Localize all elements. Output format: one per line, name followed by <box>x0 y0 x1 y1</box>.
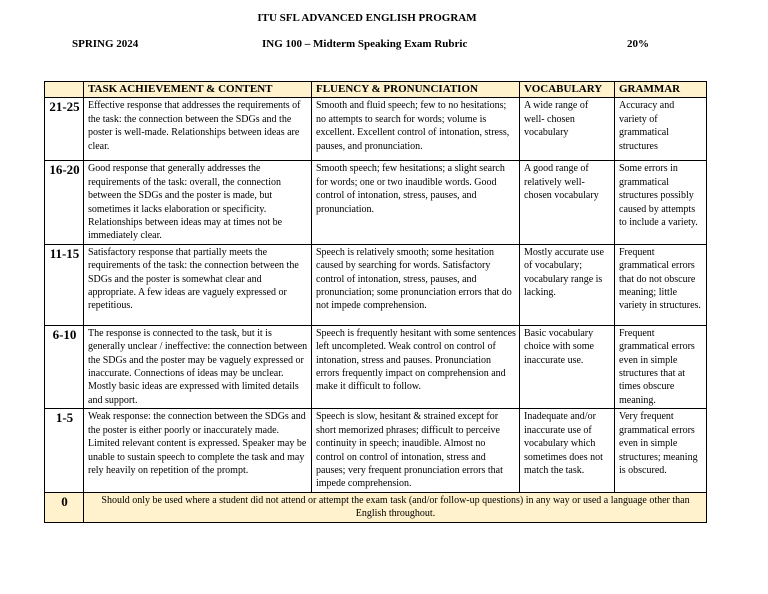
fluency-cell: Speech is slow, hesitant & strained except for short memorized phrases; difficult to perceive continuity in speech; inaudible. Almost no control on control of intonation, stress and pauses; very frequent pronunciation errors that impede comprehension. <box>312 409 520 492</box>
task-cell: Satisfactory response that partially meets the requirements of the task: the connection between the SDGs and the poster is somewhat clear and appropriate. A few ideas are vaguely expressed or repetitious. <box>84 244 312 325</box>
table-header-row <box>45 82 707 98</box>
fluency-column-header: FLUENCY & PRONUNCIATION <box>312 82 520 98</box>
fluency-cell: Speech is relatively smooth; some hesitation caused by searching for words. Satisfactory control of intonation, stress, pauses, and pronunciation; some pronunciation errors that do not impede comprehension. <box>312 244 520 325</box>
score-band: 16-20 <box>45 161 84 244</box>
grammar-cell: Accuracy and variety of grammatical structures <box>615 98 707 161</box>
task-cell: The response is connected to the task, but it is generally unclear / ineffective: the connection between the SDGs and the poster may be vaguely expressed or inaccurate. Connections of ideas may be unclear. Mostly basic ideas are expressed with limited details and support. <box>84 325 312 408</box>
fluency-cell: Speech is frequently hesitant with some sentences left uncompleted. Weak control on control of intonation, stress and pauses. Pronunciation errors frequently impact on comprehension and make it difficult to follow. <box>312 325 520 408</box>
zero-score-note: Should only be used where a student did not attend or attempt the exam task (and/or follow-up questions) in any way or used a language other than English throughout. <box>84 492 707 522</box>
rubric-title: ING 100 – Midterm Speaking Exam Rubric <box>262 38 468 50</box>
fluency-cell: Smooth and fluid speech; few to no hesitations; no attempts to search for words; volume is excellent. Excellent control of intonation, stress, pauses, and pronunciation. <box>312 98 520 161</box>
vocabulary-cell: Basic vocabulary choice with some inaccurate use. <box>520 325 615 408</box>
table-row <box>45 161 707 244</box>
task-cell: Good response that generally addresses the requirements of the task: overall, the connection between the SDGs and the poster is made, but sometimes it lacks elaboration or specificity. Relationships between ideas may at times not be immediately clear. <box>84 161 312 244</box>
task-cell: Effective response that addresses the requirements of the task: the connection between the SDGs and the poster is well-made. Relationships between ideas are clear. <box>84 98 312 161</box>
grammar-cell: Very frequent grammatical errors even in simple structures; meaning is obscured. <box>615 409 707 492</box>
task-cell: Weak response: the connection between the SDGs and the poster is either poorly or inaccurately made. Limited relevant content is expressed. Speaker may be unable to sustain speech to complete the task and may rely heavily on repetition of the prompt. <box>84 409 312 492</box>
score-band: 21-25 <box>45 98 84 161</box>
weight-label: 20% <box>627 38 649 50</box>
semester-label: SPRING 2024 <box>72 38 139 50</box>
task-column-header: TASK ACHIEVEMENT & CONTENT <box>84 82 312 98</box>
grammar-column-header: GRAMMAR <box>615 82 707 98</box>
table-row <box>45 244 707 325</box>
zero-score-row <box>45 492 707 522</box>
grammar-cell: Frequent grammatical errors that do not obscure meaning; little variety in structures. <box>615 244 707 325</box>
vocabulary-cell: A wide range of well- chosen vocabulary <box>520 98 615 161</box>
score-band: 6-10 <box>45 325 84 408</box>
vocabulary-cell: Inadequate and/or inaccurate use of vocabulary which sometimes does not match the task. <box>520 409 615 492</box>
vocabulary-cell: A good range of relatively well-chosen vocabulary <box>520 161 615 244</box>
fluency-cell: Smooth speech; few hesitations; a slight search for words; one or two inaudible words. Good control of intonation, stress, pauses, and pronunciation. <box>312 161 520 244</box>
grammar-cell: Some errors in grammatical structures possibly caused by attempts to include a variety. <box>615 161 707 244</box>
vocabulary-column-header: VOCABULARY <box>520 82 615 98</box>
table-row <box>45 98 707 161</box>
score-band: 11-15 <box>45 244 84 325</box>
vocabulary-cell: Mostly accurate use of vocabulary; vocabulary range is lacking. <box>520 244 615 325</box>
score-band: 1-5 <box>45 409 84 492</box>
program-title: ITU SFL ADVANCED ENGLISH PROGRAM <box>257 12 477 24</box>
table-row <box>45 325 707 408</box>
score-column-header <box>45 82 84 98</box>
table-row <box>45 409 707 492</box>
score-band: 0 <box>45 492 84 522</box>
rubric-table <box>44 81 707 523</box>
grammar-cell: Frequent grammatical errors even in simple structures that at times obscure meaning. <box>615 325 707 408</box>
